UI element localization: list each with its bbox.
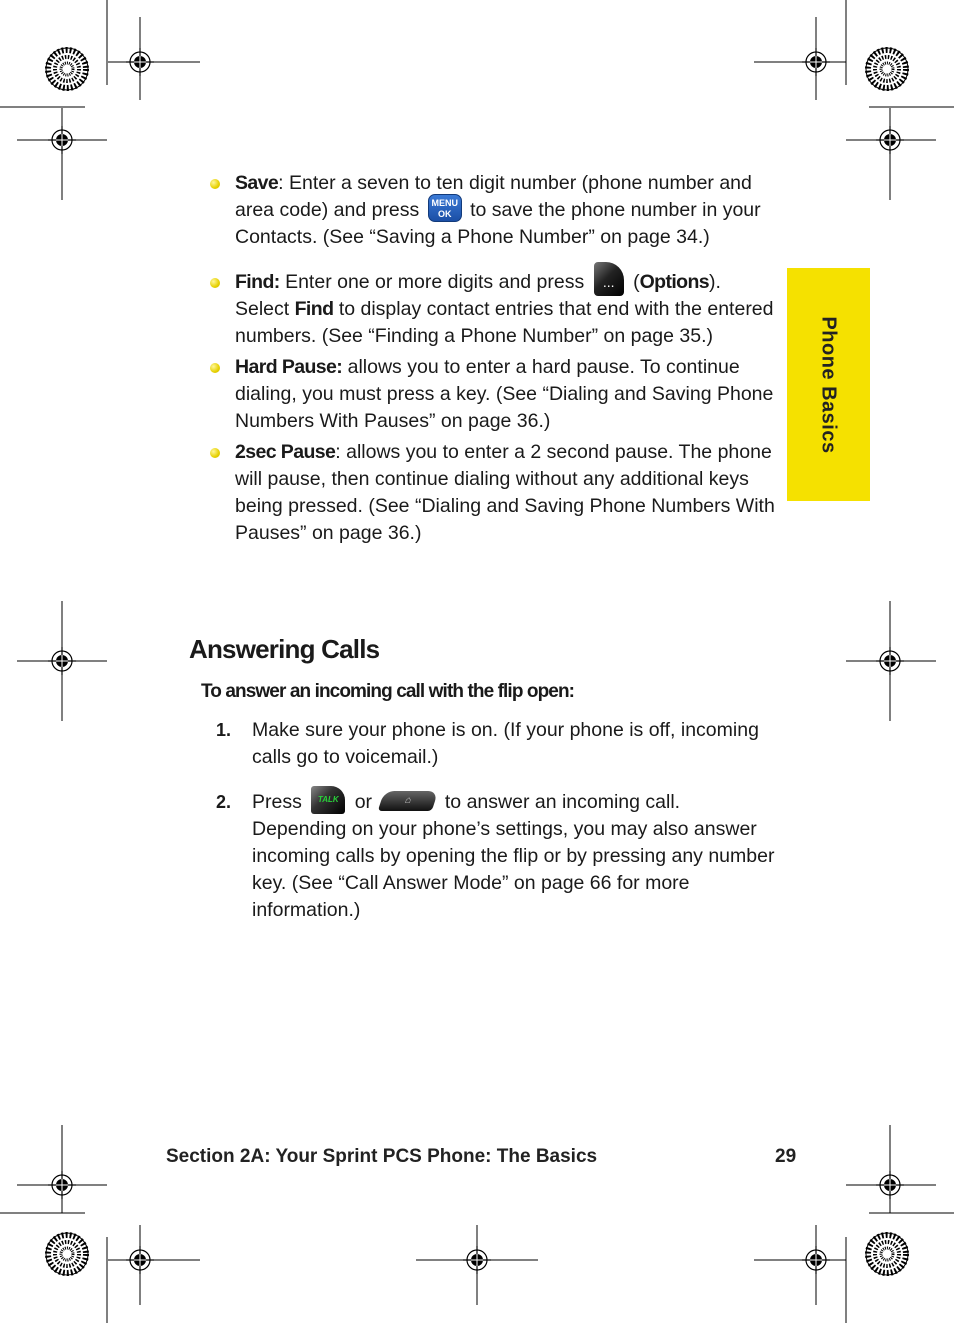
bullet-icon xyxy=(210,363,220,373)
page-number: 29 xyxy=(775,1146,797,1167)
2sec-pause-text: : allows you to enter a 2 second pause. The phone will pause, then continue dialing without any additional keys being pressed. (See “Dialing and Saving Phone Numbers With Pauses” on page 36.) xyxy=(235,441,775,544)
save-text-a: : Enter a seven to ten digit number (phone number and area code) and press xyxy=(235,172,752,221)
step-number: 1. xyxy=(216,720,232,740)
talk-key-icon: TALK xyxy=(311,786,345,814)
save-text-b: to save the phone number in your Contacts. (See “Saving a Phone Number” on page 34.) xyxy=(235,199,761,248)
find-text-mid: ). Select xyxy=(235,271,721,320)
term-save: Save xyxy=(235,172,279,194)
find-term: Find xyxy=(294,298,334,320)
bullet-icon xyxy=(210,448,220,458)
bullet-icon xyxy=(210,278,220,288)
steps-list xyxy=(216,717,776,924)
step-number: 2. xyxy=(216,792,232,812)
menu-ok-key-icon: MENU OK xyxy=(428,194,462,222)
term-find: Find: xyxy=(235,271,280,293)
bullet-icon xyxy=(210,179,220,189)
step-text: Make sure your phone is on. (If your phone is off, incoming calls go to voicemail.) xyxy=(252,719,759,768)
options-softkey-icon: ... xyxy=(594,262,624,296)
step-text-b: to answer an incoming call. Depending on your phone’s settings, you may also answer incoming calls by opening the flip or by pressing any number key. (See “Call Answer Mode” on page 66 for more information.) xyxy=(252,791,775,921)
find-text-post: to display contact entries that end with the entered numbers. (See “Finding a Phone Number” on page 35.) xyxy=(235,298,774,347)
list-item-2sec-pause xyxy=(208,439,778,547)
list-item-hard-pause xyxy=(208,354,778,435)
list-item-find xyxy=(208,269,778,350)
section-tab-label: Phone Basics xyxy=(817,316,840,454)
procedure-subheading: To answer an incoming call with the flip open: xyxy=(201,681,575,702)
options-list xyxy=(208,170,778,547)
term-hard-pause: Hard Pause: xyxy=(235,356,343,378)
hard-pause-text: allows you to enter a hard pause. To continue dialing, you must press a key. (See “Dialing and Saving Phone Numbers With Pauses” on page 36.) xyxy=(235,356,774,432)
step-text-or: or xyxy=(354,791,373,813)
find-text-a: Enter one or more digits and press xyxy=(279,271,585,293)
term-2sec-pause: 2sec Pause xyxy=(235,441,336,463)
step-item xyxy=(216,789,776,924)
list-item-save xyxy=(208,170,778,251)
step-text-a: Press xyxy=(252,791,302,813)
step-item xyxy=(216,717,776,771)
end-key-icon: ⌂ xyxy=(378,791,438,811)
section-tab xyxy=(787,268,870,501)
footer-section-title: Section 2A: Your Sprint PCS Phone: The Basics xyxy=(166,1146,598,1167)
find-paren-open: ( xyxy=(633,271,640,293)
section-heading: Answering Calls xyxy=(189,634,380,664)
options-term: Options xyxy=(639,271,710,293)
